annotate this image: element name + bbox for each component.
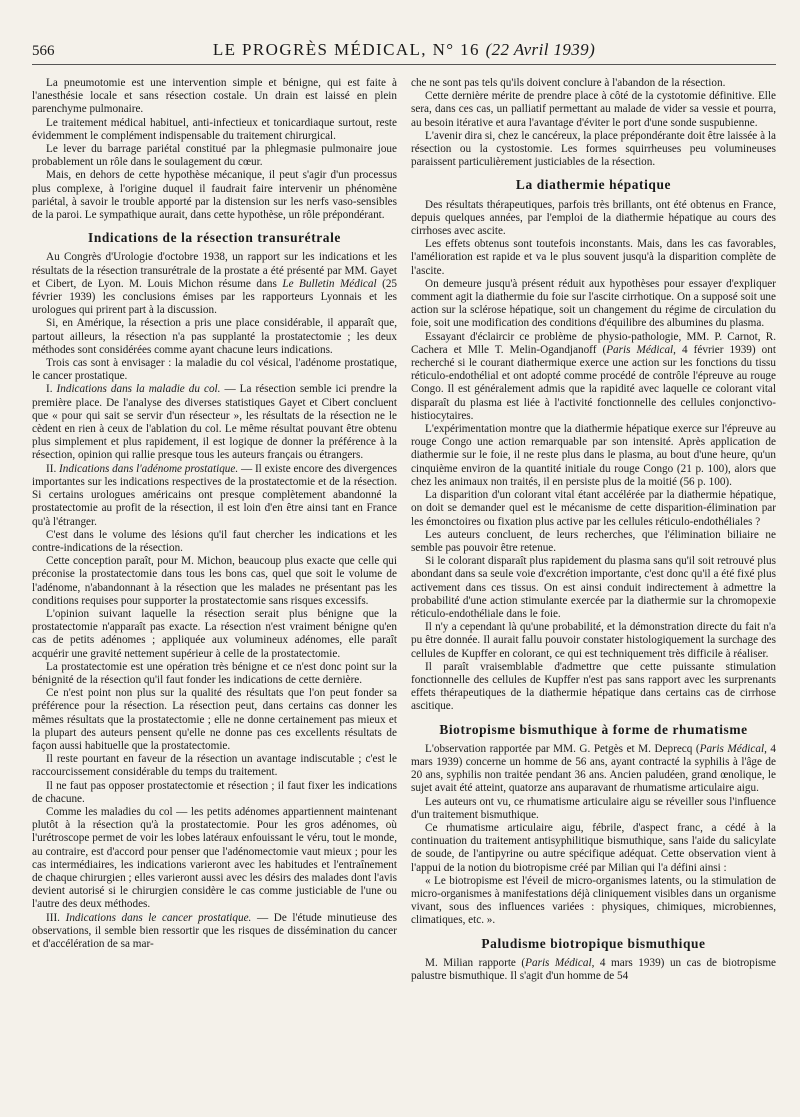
paragraph: M. Milian rapporte (Paris Médical, 4 mars 1939) un cas de biotropisme palustre bismuthique. Il s'agit d'un homme de 54 [411, 956, 776, 982]
right-column [411, 77, 776, 1117]
paragraph: Si, en Amérique, la résection a pris une place considérable, il apparaît que, partout ailleurs, la résection n'a pas supplanté la prostatectomie ; les deux méthodes sont considérées comme ayant chacune leurs indications. [32, 317, 397, 356]
paragraph: Trois cas sont à envisager : la maladie du col vésical, l'adénome prostatique, le cancer prostatique. [32, 357, 397, 383]
paragraph: Cette dernière mérite de prendre place à côté de la cystotomie définitive. Elle sera, dans ces cas, un palliatif permettant au malade de vider sa vessie et pourra, au besoin itérative et aura l'avantage d'éviter le port d'une sonde suspubienne. [411, 90, 776, 129]
paragraph: L'avenir dira si, chez le cancéreux, la place prépondérante doit être laissée à la résection ou la cystostomie. Les formes squirrheuses peu volumineuses paraissent particulièrement justiciables de la résection. [411, 129, 776, 169]
paragraph: Si le colorant disparaît plus rapidement du plasma sans qu'il soit retrouvé plus abondant dans sa seule voie d'excrétion importante, c'est donc qu'il a été fixé plus activement dans ces tissus. On est ainsi conduit indirectement à admettre la probabilité d'une action stimulante exercée par la diathermie sur la chromopexie réticulo-endothéliale dans le foie. [411, 555, 776, 620]
page-number: 566 [32, 43, 55, 59]
paragraph: Ce rhumatisme articulaire aigu, fébrile, d'aspect franc, a cédé à la continuation du traitement antisyphilitique bismuthique, sans l'aide du salicylate de soude, de l'antipyrine ou autre spécifique adéquat. Cette observation vient à l'appui de la notion du biotropisme créé par Milian qui l'a défini ainsi : [411, 821, 776, 874]
paragraph: « Le biotropisme est l'éveil de micro-organismes latents, ou la stimulation de micro-organismes à manifestations déjà cliniquement visibles dans un organisme vivant, sous des influences variées : physiques, chimiques, microbiennes, climatiques, etc. ». [411, 874, 776, 927]
two-column-body [32, 77, 776, 1117]
journal-title: LE PROGRÈS MÉDICAL, N° 16 (22 Avril 1939) [212, 40, 596, 59]
paragraph: Les effets obtenus sont toutefois inconstants. Mais, dans les cas favorables, l'amélioration est rapide et va le plus souvent jusqu'à la disparition complète de l'ascite. [411, 238, 776, 277]
paragraph: C'est dans le volume des lésions qu'il faut chercher les indications et les contre-indications de la résection. [32, 528, 397, 554]
paragraph: Il ne faut pas opposer prostatectomie et résection ; il faut fixer les indications de chacune. [32, 779, 397, 805]
paragraph: Essayant d'éclaircir ce problème de physio-pathologie, MM. P. Carnot, R. Cachera et Mlle T. Melin-Ogandjanoff (Paris Médical, 4 février 1939) ont recherché si le courant diathermique exerce une action sur les fonctions du tissu réticulo-endothélial et ont adopté comme procédé de contrôle l'épreuve au rouge Congo. Il est généralement admis que la rapidité avec laquelle ce colorant vital disparaît du plasma est liée à l'activité fonctionnelle des cellules conjonctivo-histiocytaires. [411, 330, 776, 422]
paragraph: Il reste pourtant en faveur de la résection un avantage indiscutable ; c'est le raccourcissement considérable du temps du traitement. [32, 753, 397, 779]
section-heading-paludisme: Paludisme biotropique bismuthique [481, 935, 706, 951]
paragraph: La pneumotomie est une intervention simple et bénigne, qui est faite à l'anesthésie locale et sans résection costale. Un drain est laissé en plein parenchyme pulmonaire. [32, 77, 397, 116]
paragraph: Les auteurs concluent, de leurs recherches, que l'élimination biliaire ne semble pas pouvoir être retenue. [411, 528, 776, 554]
paragraph: Comme les maladies du col — les petits adénomes appartiennent maintenant plutôt à la résection qu'à la prostatectomie. Pour les gros adénomes, où l'urétroscope permet de voir les lobes latéraux enfouissant le véru, tout le monde, au contraire, est d'accord pour penser que l'adénomectomie vaut mieux ; pour les cas intermédiaires, les indications varieront avec les habitudes et l'entraînement de chaque chirurgien ; elles varieront aussi avec les désirs des malades dont l'avis devient autorisé si le chirurgien considère le cas comme justiciable de l'une ou l'autre des deux méthodes. [32, 805, 397, 911]
paragraph: L'opinion suivant laquelle la résection serait plus bénigne que la prostatectomie n'apparaît pas exacte. La résection n'est vraiment bénigne qu'en cas de petits adénomes ; appliquée aux volumineux adénomes, elle paraît acquérir une gravité nettement supérieur à celle de la prostatectomie. [32, 607, 397, 660]
paragraph: Le traitement médical habituel, anti-infectieux et tonicardiaque surtout, reste évidemment le complément indispensable du traitement chirurgical. [32, 116, 397, 142]
section-heading-diathermie: La diathermie hépatique [515, 177, 672, 193]
paragraph: Il paraît vraisemblable d'admettre que cette puissante stimulation fonctionnelle des cellules de Kupffer n'est pas sans rapport avec les surprenants effets thérapeutiques de la diathermie hépatique dans certains cas de cirrhose ascitique. [411, 660, 776, 713]
paragraph: La disparition d'un colorant vital étant accélérée par la diathermie hépatique, on doit se demander quel est le mécanisme de cette disparition-élimination par les émonctoires ou fixation plus active par les cellules réticulo-endothéliales ? [411, 489, 776, 528]
paragraph: Ce n'est point non plus sur la qualité des résultats que l'on peut fonder sa préférence pour la résection. La résection peut, dans certains cas donner les mêmes résultats que la prostatectomie ; elle ne donne certainement pas mieux et la plupart des auteurs pensent qu'elle ne donne pas ces excellents résultats de façon aussi habituelle que la prostatectomie. [32, 687, 397, 752]
left-column [32, 77, 397, 1117]
paragraph: Il n'y a cependant là qu'une probabilité, et la démonstration directe du fait n'a pu être donnée. Il aurait fallu pouvoir constater histologiquement la surchage des cellules de Kupffer en colorant, ce qui est techniquement très difficile à réaliser. [411, 621, 776, 660]
paragraph: II. Indications dans l'adénome prostatique. — Il existe encore des divergences importantes sur les indications respectives de la prostatectomie et de la résection. Si certains urologues américains ont presque complètement abandonné la prostatectomie au profit de la résection, il est loin d'en être ainsi tant en France qu'à l'étranger. [32, 462, 397, 528]
issue-date: (22 Avril 1939) [485, 40, 596, 59]
paragraph: III. Indications dans le cancer prostatique. — De l'étude minutieuse des observations, il semble bien ressortir que les risques de dissémination du cancer et d'accélération de sa mar- [32, 911, 397, 950]
paragraph: Les auteurs ont vu, ce rhumatisme articulaire aigu se réveiller sous l'influence d'un traitement bismuthique. [411, 795, 776, 821]
paragraph: che ne sont pas tels qu'ils doivent conclure à l'abandon de la résection. [411, 77, 726, 89]
paragraph: Le lever du barrage pariétal constitué par la phlegmasie pulmonaire joue probablement un rôle dans le soulagement du cœur. [32, 143, 397, 169]
paragraph: Des résultats thérapeutiques, parfois très brillants, ont été obtenus en France, depuis quelques années, par l'emploi de la diathermie hépatique au cours des cirrhoses avec ascite. [411, 198, 776, 238]
paragraph: On demeure jusqu'à présent réduit aux hypothèses pour essayer d'expliquer comment agit la diathermie du foie sur l'ascite cirrhotique. On a supposé soit une action sur la sclérose hépatique, soit un changement du régime de circulation du foie, soit une modification des conditions d'équilibre des albumines du plasma. [411, 277, 776, 330]
paragraph: I. Indications dans la maladie du col. — La résection semble ici prendre la première place. De l'analyse des diverses statistiques Gayet et Cibert concluent que « pour qui sait se servir d'un résecteur », les résultats de la résection ne le cèdent en rien à ceux de l'ablation du col. Le même résultat pouvant être obtenu plus simplement et plus rapidement, il est logique de donner la préférence à la résection, opinion qui rallie presque tous les auteurs français ou étrangers. [32, 383, 397, 462]
section-heading-biotropisme: Biotropisme bismuthique à forme de rhumatisme [439, 721, 748, 737]
paragraph: Au Congrès d'Urologie d'octobre 1938, un rapport sur les indications et les résultats de la résection transurétrale de la prostate a été présenté par MM. Gayet et Cibert, de Lyon. M. Louis Michon résume dans Le Bulletin Médical (25 février 1939) les conclusions émises par les rapporteurs Lyonnais et les urologues qui prirent part à la discussion. [32, 251, 397, 317]
running-head [32, 40, 776, 65]
paragraph: L'observation rapportée par MM. G. Petgès et M. Deprecq (Paris Médical, 4 mars 1939) concerne un homme de 56 ans, ayant contracté la syphilis à l'âge de 20 ans, syphilis non traitée pendant 36 ans. Ancien paludéen, grand œnolique, le sujet avait été atteint, quatorze ans auparavant de rhumatisme articulaire aigu. [411, 742, 776, 795]
section-heading-resection: Indications de la résection transurétrale [88, 230, 341, 246]
paragraph: Mais, en dehors de cette hypothèse mécanique, il peut s'agir d'un processus plus complexe, à l'origine duquel il faudrait faire intervenir un phénomène pariétal, à savoir le trouble apporté par la distension sur les nerfs vaso-sensibles de la paroi. Le sympathique aurait, dans cette hypothèse, un rôle prépondérant. [32, 169, 397, 222]
paragraph: Cette conception paraît, pour M. Michon, beaucoup plus exacte que celle qui préconise la prostatectomie dans tous les bons cas, quel que soit le volume de l'adénome, n'abandonnant à la résection que les malades ne présentant pas les conditions requises pour supporter la prostatectomie sans risques excessifs. [32, 555, 397, 607]
paragraph: L'expérimentation montre que la diathermie hépatique exerce sur l'épreuve au rouge Congo une action remarquable par son intensité. Après application de diathermie sur le foie, il ne reste plus dans le plasma, au bout d'une heure, qu'un cinquième environ de la quantité initiale du rouge Congo (21 p. 100), alors que chez les animaux non traités, il en persiste plus de la moitié (56 p. 100). [411, 423, 776, 488]
paragraph: La prostatectomie est une opération très bénigne et ce n'est donc point sur la bénignité de la résection qu'il faut fonder les indications de cette dernière. [32, 660, 397, 686]
